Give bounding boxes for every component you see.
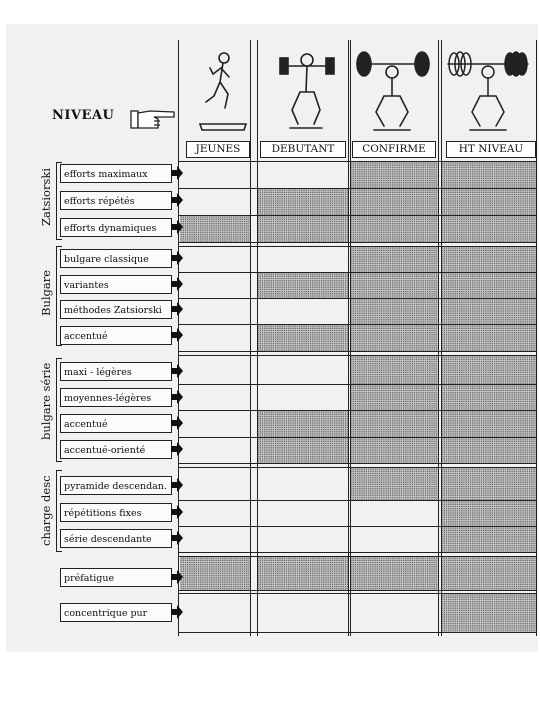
method-accentue: accentué: [60, 326, 172, 345]
shaded-cell: [441, 527, 536, 552]
shaded-cell: [350, 216, 438, 242]
method-efforts-dynamiques: efforts dynamiques: [60, 218, 172, 237]
grid-line: [348, 40, 349, 636]
shaded-cell: [350, 468, 438, 500]
method-efforts-maximaux: efforts maximaux: [60, 164, 172, 183]
empty-cell: [180, 356, 250, 384]
empty-cell: [350, 594, 438, 632]
level-confirme: CONFIRME: [352, 141, 436, 158]
empty-cell: [180, 527, 250, 552]
empty-cell: [180, 385, 250, 410]
grid-line: [178, 351, 536, 352]
empty-cell: [180, 468, 250, 500]
empty-cell: [180, 162, 250, 188]
shaded-cell: [441, 189, 536, 215]
group-label-zatsiorski: Zatsiorski: [39, 167, 53, 226]
method-accentue-serie: accentué: [60, 414, 172, 433]
shaded-cell: [350, 356, 438, 384]
shaded-cell: [441, 557, 536, 590]
empty-cell: [180, 594, 250, 632]
shaded-cell: [350, 385, 438, 410]
shaded-cell: [350, 247, 438, 272]
shaded-cell: [441, 356, 536, 384]
empty-cell: [180, 325, 250, 351]
shaded-cell: [257, 557, 348, 590]
shaded-cell: [257, 325, 348, 351]
grid-line: [178, 556, 536, 557]
pointing-hand-icon: [130, 106, 176, 132]
arrow-right-icon: [171, 193, 183, 207]
niveau-heading: NIVEAU: [52, 108, 115, 123]
grid-line: [178, 215, 536, 216]
shaded-cell: [350, 162, 438, 188]
level-ht-niveau: HT NIVEAU: [446, 141, 536, 158]
shaded-cell: [350, 557, 438, 590]
shaded-cell: [441, 273, 536, 298]
shaded-cell: [441, 216, 536, 242]
level-jeunes: JEUNES: [186, 141, 250, 158]
arrow-right-icon: [171, 328, 183, 342]
shaded-cell: [441, 594, 536, 632]
empty-cell: [257, 594, 348, 632]
shaded-cell: [441, 247, 536, 272]
empty-cell: [350, 501, 438, 526]
grid-line: [178, 246, 536, 247]
grid-line: [178, 384, 536, 385]
shaded-cell: [441, 299, 536, 324]
grid-line: [178, 590, 536, 591]
method-accentue-oriente: accentué-orienté: [60, 440, 172, 459]
shaded-cell: [350, 438, 438, 463]
empty-cell: [180, 501, 250, 526]
empty-cell: [180, 411, 250, 437]
method-repetitions-fixes: répétitions fixes: [60, 503, 172, 522]
arrow-right-icon: [171, 277, 183, 291]
shaded-cell: [441, 468, 536, 500]
grid-line: [350, 40, 351, 636]
empty-cell: [257, 356, 348, 384]
grid-line: [257, 40, 258, 636]
level-debutant: DEBUTANT: [260, 141, 346, 158]
empty-cell: [180, 438, 250, 463]
arrow-right-icon: [171, 416, 183, 430]
shaded-cell: [350, 411, 438, 437]
grid-line: [178, 161, 536, 162]
shaded-cell: [441, 325, 536, 351]
grid-line: [438, 40, 439, 636]
method-methodes-zatsiorski: méthodes Zatsiorski: [60, 300, 172, 319]
arrow-right-icon: [171, 605, 183, 619]
shaded-cell: [441, 438, 536, 463]
group-label-bulgare: Bulgare: [39, 269, 53, 316]
method-variantes: variantes: [60, 275, 172, 294]
grid-line: [178, 324, 536, 325]
shaded-cell: [350, 189, 438, 215]
squat-heavy-barbell-icon: [444, 44, 532, 136]
arrow-right-icon: [171, 390, 183, 404]
arrow-right-icon: [171, 478, 183, 492]
shaded-cell: [257, 411, 348, 437]
empty-cell: [257, 247, 348, 272]
empty-cell: [257, 162, 348, 188]
grid-line: [178, 410, 536, 411]
arrow-right-icon: [171, 251, 183, 265]
method-moyennes-legeres: moyennes-légères: [60, 388, 172, 407]
shaded-cell: [180, 216, 250, 242]
empty-cell: [257, 501, 348, 526]
grid-line: [178, 463, 536, 464]
shaded-cell: [441, 501, 536, 526]
grid-line: [178, 272, 536, 273]
empty-cell: [180, 189, 250, 215]
grid-line: [178, 593, 536, 594]
method-serie-descendante: série descendante: [60, 529, 172, 548]
empty-cell: [257, 527, 348, 552]
grid-line: [441, 40, 442, 636]
shaded-cell: [441, 385, 536, 410]
empty-cell: [350, 527, 438, 552]
grid-line: [178, 467, 536, 468]
grid-line: [536, 40, 537, 636]
runner-on-step-icon: [194, 44, 250, 136]
arrow-right-icon: [171, 364, 183, 378]
grid-line: [178, 552, 536, 553]
shaded-cell: [257, 438, 348, 463]
grid-line: [178, 188, 536, 189]
empty-cell: [257, 468, 348, 500]
shaded-cell: [441, 162, 536, 188]
empty-cell: [180, 273, 250, 298]
grid-line: [178, 500, 536, 501]
empty-cell: [180, 299, 250, 324]
method-maxi-legeres: maxi - légères: [60, 362, 172, 381]
method-prefatigue: préfatigue: [60, 568, 172, 587]
method-efforts-repetes: efforts répétés: [60, 191, 172, 210]
shaded-cell: [350, 325, 438, 351]
method-concentrique-pur: concentrique pur: [60, 603, 172, 622]
shaded-cell: [257, 189, 348, 215]
empty-cell: [257, 385, 348, 410]
shaded-cell: [180, 557, 250, 590]
arrow-right-icon: [171, 302, 183, 316]
squat-dumbbell-icon: [270, 44, 344, 136]
group-label-bulgare-serie: bulgare série: [39, 362, 53, 440]
grid-line: [178, 526, 536, 527]
shaded-cell: [257, 273, 348, 298]
shaded-cell: [350, 273, 438, 298]
arrow-right-icon: [171, 531, 183, 545]
group-label-charge-desc: charge desc: [39, 475, 53, 546]
shaded-cell: [350, 299, 438, 324]
empty-cell: [257, 299, 348, 324]
grid-line: [178, 298, 536, 299]
arrow-right-icon: [171, 570, 183, 584]
shaded-cell: [257, 216, 348, 242]
arrow-right-icon: [171, 220, 183, 234]
grid-line: [178, 242, 536, 243]
method-bulgare-classique: bulgare classique: [60, 249, 172, 268]
squat-barbell-icon: [352, 44, 434, 136]
grid-line: [178, 437, 536, 438]
grid-line: [178, 632, 536, 633]
arrow-right-icon: [171, 166, 183, 180]
grid-line: [250, 40, 251, 636]
grid-line: [178, 355, 536, 356]
empty-cell: [180, 247, 250, 272]
arrow-right-icon: [171, 505, 183, 519]
method-pyramide-descendante: pyramide descendan.: [60, 476, 172, 495]
shaded-cell: [441, 411, 536, 437]
arrow-right-icon: [171, 442, 183, 456]
